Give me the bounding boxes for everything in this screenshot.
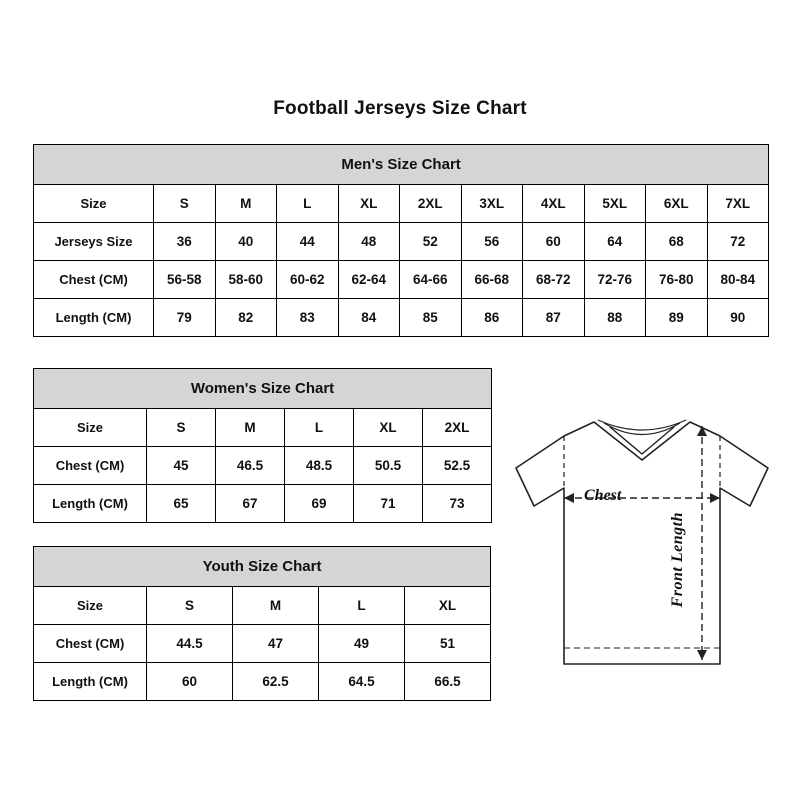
table-caption-row	[34, 369, 492, 409]
cell: 60-62	[277, 261, 339, 299]
row-label: Size	[34, 587, 147, 625]
cell: M	[233, 587, 319, 625]
table-row	[34, 625, 491, 663]
cell: 83	[277, 299, 339, 337]
table-row	[34, 261, 769, 299]
front-length-measure-line	[697, 426, 707, 660]
cell: 50.5	[354, 447, 423, 485]
cell: 69	[285, 485, 354, 523]
cell: S	[147, 409, 216, 447]
cell: 45	[147, 447, 216, 485]
cell: 68-72	[523, 261, 585, 299]
table-row	[34, 587, 491, 625]
table-row	[34, 223, 769, 261]
cell: L	[319, 587, 405, 625]
cell: 56	[461, 223, 523, 261]
womens-size-table	[33, 368, 492, 523]
cell: 58-60	[215, 261, 277, 299]
cell: 47	[233, 625, 319, 663]
youth-caption: Youth Size Chart	[34, 547, 491, 587]
row-label: Chest (CM)	[34, 261, 154, 299]
womens-size-chart	[33, 368, 491, 523]
table-row	[34, 447, 492, 485]
tshirt-diagram	[506, 402, 778, 692]
youth-size-chart	[33, 546, 491, 701]
cell: 44.5	[147, 625, 233, 663]
cell: S	[154, 185, 216, 223]
cell: 2XL	[400, 185, 462, 223]
cell: 40	[215, 223, 277, 261]
cell: 72-76	[584, 261, 646, 299]
cell: 36	[154, 223, 216, 261]
cell: 84	[338, 299, 400, 337]
cell: 51	[405, 625, 491, 663]
row-label: Chest (CM)	[34, 447, 147, 485]
cell: XL	[338, 185, 400, 223]
cell: XL	[405, 587, 491, 625]
cell: XL	[354, 409, 423, 447]
cell: 60	[523, 223, 585, 261]
cell: 87	[523, 299, 585, 337]
table-caption-row	[34, 547, 491, 587]
cell: 44	[277, 223, 339, 261]
cell: 7XL	[707, 185, 769, 223]
cell: 5XL	[584, 185, 646, 223]
cell: M	[216, 409, 285, 447]
cell: 52	[400, 223, 462, 261]
cell: 66.5	[405, 663, 491, 701]
cell: 62-64	[338, 261, 400, 299]
cell: 56-58	[154, 261, 216, 299]
row-label: Size	[34, 409, 147, 447]
cell: 49	[319, 625, 405, 663]
cell: 64-66	[400, 261, 462, 299]
cell: 4XL	[523, 185, 585, 223]
cell: 71	[354, 485, 423, 523]
cell: 79	[154, 299, 216, 337]
cell: 60	[147, 663, 233, 701]
cell: 85	[400, 299, 462, 337]
page-title: Football Jerseys Size Chart	[273, 98, 527, 119]
cell: L	[285, 409, 354, 447]
cell: 2XL	[423, 409, 492, 447]
cell: M	[215, 185, 277, 223]
cell: 65	[147, 485, 216, 523]
cell: 76-80	[646, 261, 708, 299]
mens-caption: Men's Size Chart	[34, 145, 769, 185]
tshirt-outline-icon	[506, 402, 778, 692]
row-label: Size	[34, 185, 154, 223]
cell: 68	[646, 223, 708, 261]
cell: 52.5	[423, 447, 492, 485]
row-label: Length (CM)	[34, 299, 154, 337]
table-row	[34, 663, 491, 701]
cell: L	[277, 185, 339, 223]
cell: 90	[707, 299, 769, 337]
mens-size-chart	[33, 144, 767, 337]
cell: 86	[461, 299, 523, 337]
cell: 89	[646, 299, 708, 337]
cell: 62.5	[233, 663, 319, 701]
cell: 48	[338, 223, 400, 261]
cell: 66-68	[461, 261, 523, 299]
row-label: Length (CM)	[34, 485, 147, 523]
row-label: Chest (CM)	[34, 625, 147, 663]
mens-size-table	[33, 144, 769, 337]
cell: 46.5	[216, 447, 285, 485]
cell: 3XL	[461, 185, 523, 223]
table-row	[34, 409, 492, 447]
cell: 80-84	[707, 261, 769, 299]
cell: 88	[584, 299, 646, 337]
cell: 48.5	[285, 447, 354, 485]
cell: S	[147, 587, 233, 625]
table-row	[34, 485, 492, 523]
front-length-measure-label: Front Length	[669, 512, 686, 608]
cell: 67	[216, 485, 285, 523]
chest-measure-label: Chest	[584, 487, 622, 504]
cell: 6XL	[646, 185, 708, 223]
cell: 82	[215, 299, 277, 337]
youth-size-table	[33, 546, 491, 701]
table-caption-row	[34, 145, 769, 185]
row-label: Jerseys Size	[34, 223, 154, 261]
cell: 64	[584, 223, 646, 261]
row-label: Length (CM)	[34, 663, 147, 701]
table-row	[34, 299, 769, 337]
cell: 73	[423, 485, 492, 523]
cell: 72	[707, 223, 769, 261]
womens-caption: Women's Size Chart	[34, 369, 492, 409]
cell: 64.5	[319, 663, 405, 701]
table-row	[34, 185, 769, 223]
